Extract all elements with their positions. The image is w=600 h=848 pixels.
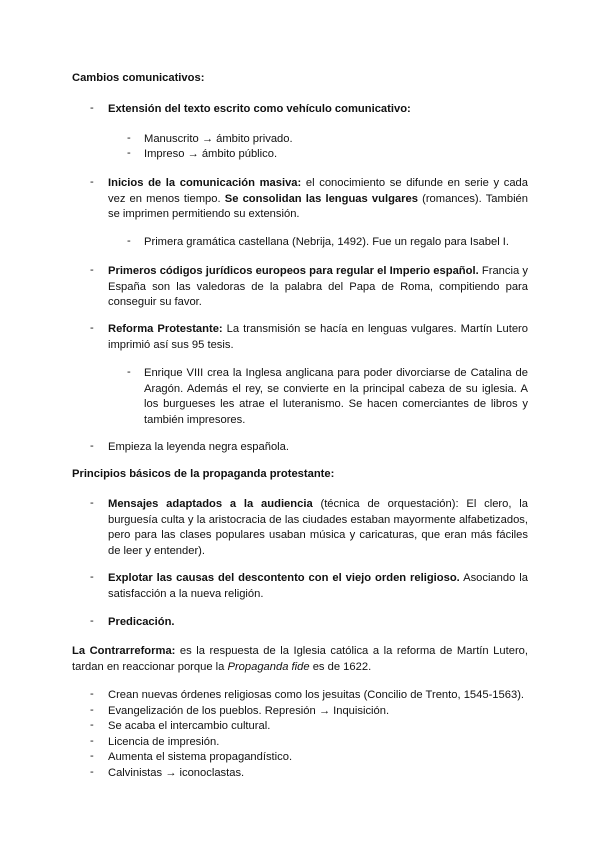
bullet-title: Extensión del texto escrito como vehículo comunicativo:	[108, 103, 411, 115]
list-item: Evangelización de los pueblos. Represión → Inquisición.	[108, 705, 390, 717]
paragraph-contrarreforma	[72, 644, 528, 675]
bullet-title: Inicios de la comunicación masiva:	[108, 177, 302, 189]
bullet-predicacion	[108, 615, 528, 631]
bullet-text: Asociando la satisfacción a la nueva religión.	[108, 572, 528, 600]
list-item: Crean nuevas órdenes religiosas como los jesuitas (Concilio de Trento, 1545-1563).	[108, 689, 525, 701]
bullet-codigos-juridicos	[108, 264, 528, 311]
bullet-dash: -	[90, 440, 94, 452]
bullet-title: Explotar las causas del descontento con el viejo orden religioso.	[108, 572, 460, 584]
list-item: Se acaba el intercambio cultural.	[108, 720, 271, 732]
sub-bullet-manuscrito: Manuscrito → ámbito privado.	[144, 133, 293, 145]
paragraph-italic: Propaganda fide	[227, 660, 310, 673]
bullet-dash: -	[90, 766, 94, 778]
bullet-title: Reforma Protestante:	[108, 323, 223, 335]
bullet-dash: -	[90, 322, 94, 334]
bullet-text: La transmisión se hacía en lenguas vulgares. Martín Lutero imprimió así sus 95 tesis.	[108, 323, 528, 351]
sub-bullet-nebrija: Primera gramática castellana (Nebrija, 1492). Fue un regalo para Isabel I.	[144, 236, 510, 248]
heading-principios-propaganda: Principios básicos de la propaganda protestante:	[72, 468, 335, 480]
bullet-dash: -	[90, 176, 94, 188]
paragraph-title: La Contrarreforma:	[72, 645, 176, 657]
bullet-text: Francia y España son las valedoras de la palabra del Papa de Roma, compitiendo para conseguir su favor.	[108, 265, 528, 309]
sub-bullet-dash: -	[127, 147, 131, 159]
sub-bullet-dash: -	[127, 132, 131, 144]
bullet-text: (técnica de orquestación): El clero, la burguesía culta y la aristocracia de las ciudades estaban mayormente alfabetizados, pero para las clases populares usaban música y caricaturas, que eran más fáciles de leer y entender).	[108, 498, 528, 557]
bullet-text: el conocimiento se difunde en serie y cada vez en menos tiempo.	[108, 177, 528, 205]
bullet-dash: -	[90, 735, 94, 747]
paragraph-text: es la respuesta de la Iglesia católica a la reforma de Martín Lutero, tardan en reaccionar porque la	[72, 645, 529, 673]
bullet-dash: -	[90, 688, 94, 700]
bullet-title: Primeros códigos jurídicos europeos para regular el Imperio español.	[108, 265, 479, 277]
bullet-explotar-causas	[108, 571, 528, 602]
bullet-dash: -	[90, 497, 94, 509]
bullet-title: Predicación.	[108, 616, 175, 628]
sub-bullet-enrique-viii: Enrique VIII crea la Inglesa anglicana para poder divorciarse de Catalina de Aragón. Además el rey, se convierte en la principal cabeza de su iglesia. A los burgueses les atrae el luteranismo. Se hacen comerciantes de libros y también impresores.	[144, 367, 528, 426]
bullet-dash: -	[90, 264, 94, 276]
bullet-comunicacion-masiva	[108, 176, 528, 223]
bullet-dash: -	[90, 750, 94, 762]
bullet-reforma-protestante	[108, 322, 528, 353]
bullet-title: Mensajes adaptados a la audiencia	[108, 498, 313, 510]
heading-cambios-comunicativos: Cambios comunicativos:	[72, 72, 205, 84]
bullet-dash: -	[90, 615, 94, 627]
paragraph-text: es de 1622.	[309, 660, 372, 673]
bullet-dash: -	[90, 571, 94, 583]
bullet-mensajes-adaptados	[108, 497, 528, 559]
list-item: Calvinistas → iconoclastas.	[108, 767, 245, 779]
bullet-dash: -	[90, 102, 94, 114]
list-item: Licencia de impresión.	[108, 736, 220, 748]
sub-bullet-impreso: Impreso → ámbito público.	[144, 148, 278, 160]
bullet-emphasis: Se consolidan las lenguas vulgares	[224, 192, 418, 205]
list-item: Aumenta el sistema propagandístico.	[108, 751, 293, 763]
bullet-dash: -	[90, 704, 94, 716]
bullet-leyenda-negra: Empieza la leyenda negra española.	[108, 441, 289, 453]
sub-bullet-dash: -	[127, 366, 131, 378]
bullet-text: (romances). También se imprimen permitiendo su extensión.	[108, 192, 529, 221]
sub-bullet-dash: -	[127, 235, 131, 247]
bullet-extension-texto	[108, 102, 528, 118]
bullet-dash: -	[90, 719, 94, 731]
